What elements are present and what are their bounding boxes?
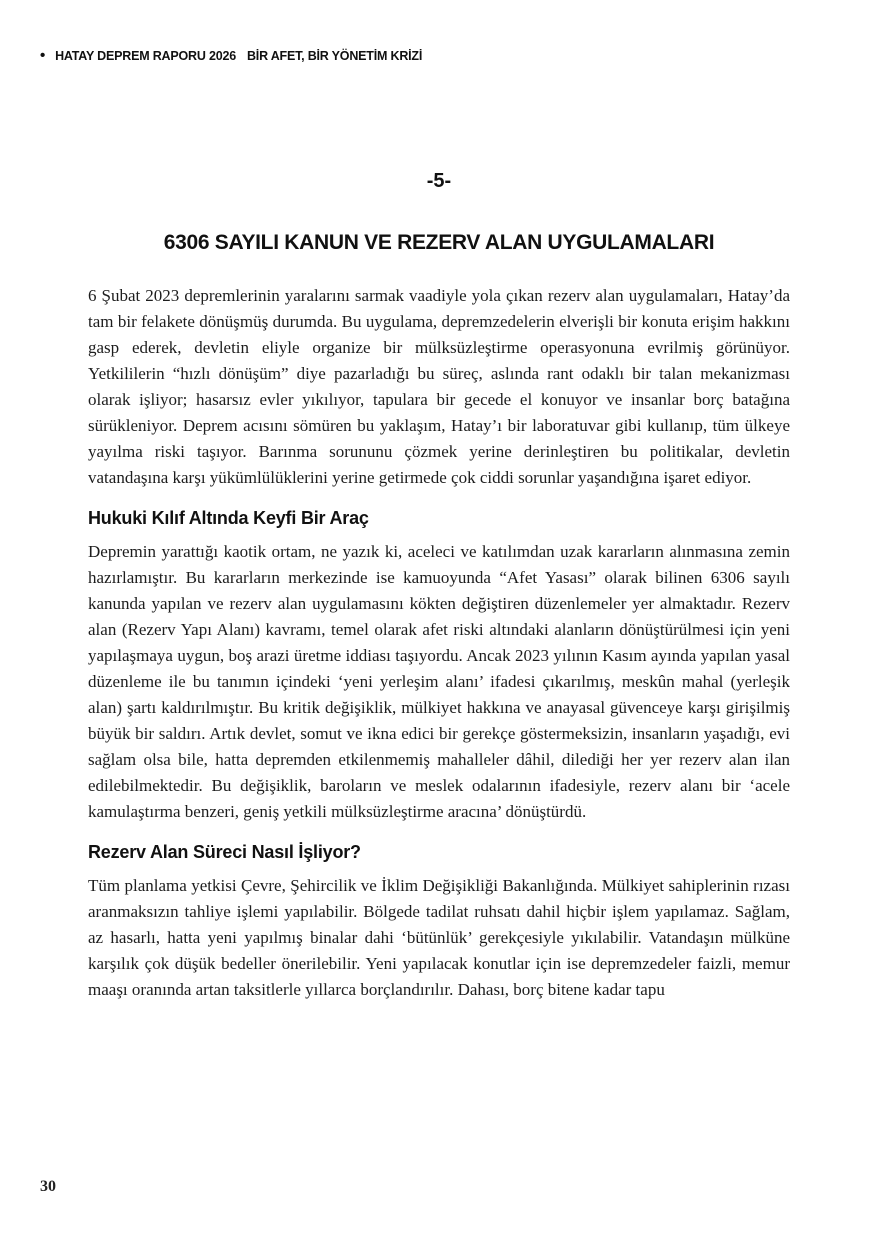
header-report-title: HATAY DEPREM RAPORU 2026 [55,48,236,63]
section-title: 6306 SAYILI KANUN VE REZERV ALAN UYGULAMALARI [163,231,715,254]
paragraph-rezerv-alan-sureci: Tüm planlama yetkisi Çevre, Şehircilik ve İklim Değişikliği Bakanlığında. Mülkiyet sahiplerinin rızası aranmaksızın tahliye işlemi yapılabilir. Bölgede tadilat ruhsatı dahil hiçbir işlem yapılamaz. Sağlam, az hasarlı, hatta yeni yapılmış binalar dahi ‘bütünlük’ gerekçesiyle yıkılabilir. Vatandaşın mülküne karşılık çok düşük bedeller önerilebilir. Yeni yapılacak konutlar için ise depremzedeler faizli, memur maaşı oranında artan taksitlerle yıllarca borçlandırılır. Dahası, borç bitene kadar tapu [88,876,790,999]
intro-paragraph: 6 Şubat 2023 depremlerinin yaralarını sarmak vaadiyle yola çıkan rezerv alan uygulamaları, Hatay’da tam bir felakete dönüşmüş durumda. Bu uygulama, depremzedelerin elverişli bir konuta erişim hakkını gasp ederek, devletin eliyle organize bir mülksüzleştirme operasyonuna evrilmiş görünüyor. Yetkililerin “hızlı dönüşüm” diye pazarladığı bu süreç, aslında rant odaklı bir talan mekanizması olarak işliyor; hasarsız evler yıkılıyor, tapulara bir gecede el konuyor ve insanlar borç batağına sürükleniyor. Deprem acısını sömüren bu yaklaşım, Hatay’ı bir laboratuvar gibi kullanıp, tüm ülkeye yayılma riski taşıyor. Barınma sorununu çözmek yerine derinleştiren bu politikalar, devletin vatandaşına karşı yükümlülüklerini yerine getirmede çok ciddi sorunlar yaşandığına işaret ediyor. [88,286,790,487]
header-bullet-icon: • [40,47,46,64]
subheading-hukuki-kilif: Hukuki Kılıf Altında Keyfi Bir Araç [88,508,369,528]
page-content [88,170,790,1003]
header-report-subtitle: BİR AFET, BİR YÖNETİM KRİZİ [246,48,423,63]
paragraph-hukuki-kilif: Depremin yarattığı kaotik ortam, ne yazık ki, aceleci ve katılımdan uzak kararların alınmasına zemin hazırlamıştır. Bu kararların merkezinde ise kamuoyunda “Afet Yasası” olarak bilinen 6306 sayılı kanunda yapılan ve rezerv alan uygulamasını kökten değiştiren düzenlemeler yer almaktadır. Rezerv alan (Rezerv Yapı Alanı) kavramı, temel olarak afet riski altındaki alanların dönüştürülmesi için yeni yapılaşmaya uygun, boş arazi üretme iddiası taşıyordu. Ancak 2023 yılının Kasım ayında yapılan yasal düzenleme ile bu tanımın içindeki ‘yeni yerleşim alanı’ ifadesi çıkarılmış, meskûn mahal (yerleşik alan) şartı kaldırılmıştır. Bu kritik değişiklik, mülkiyet hakkına ve anayasal güvenceye karşı girişilmiş büyük bir saldırı. Artık devlet, somut ve ikna edici bir gerekçe göstermeksizin, insanların yaşadığı, evi sağlam olsa bile, hatta depremden etkilenmemiş mahalleler dâhil, dilediği her yer rezerv alan ilan edilebilmektedir. Bu değişiklik, baroların ve meslek odalarının ifadesiyle, rezerv alanı bir ‘acele kamulaştırma benzeri, geniş yetkili mülksüzleştirme aracına’ dönüştürdü. [88,542,790,821]
running-header [40,48,422,63]
subheading-rezerv-alan-sureci: Rezerv Alan Süreci Nasıl İşliyor? [88,842,361,862]
section-number: -5- [426,170,452,192]
page-footer [40,1178,56,1196]
page-number: 30 [40,1178,56,1195]
